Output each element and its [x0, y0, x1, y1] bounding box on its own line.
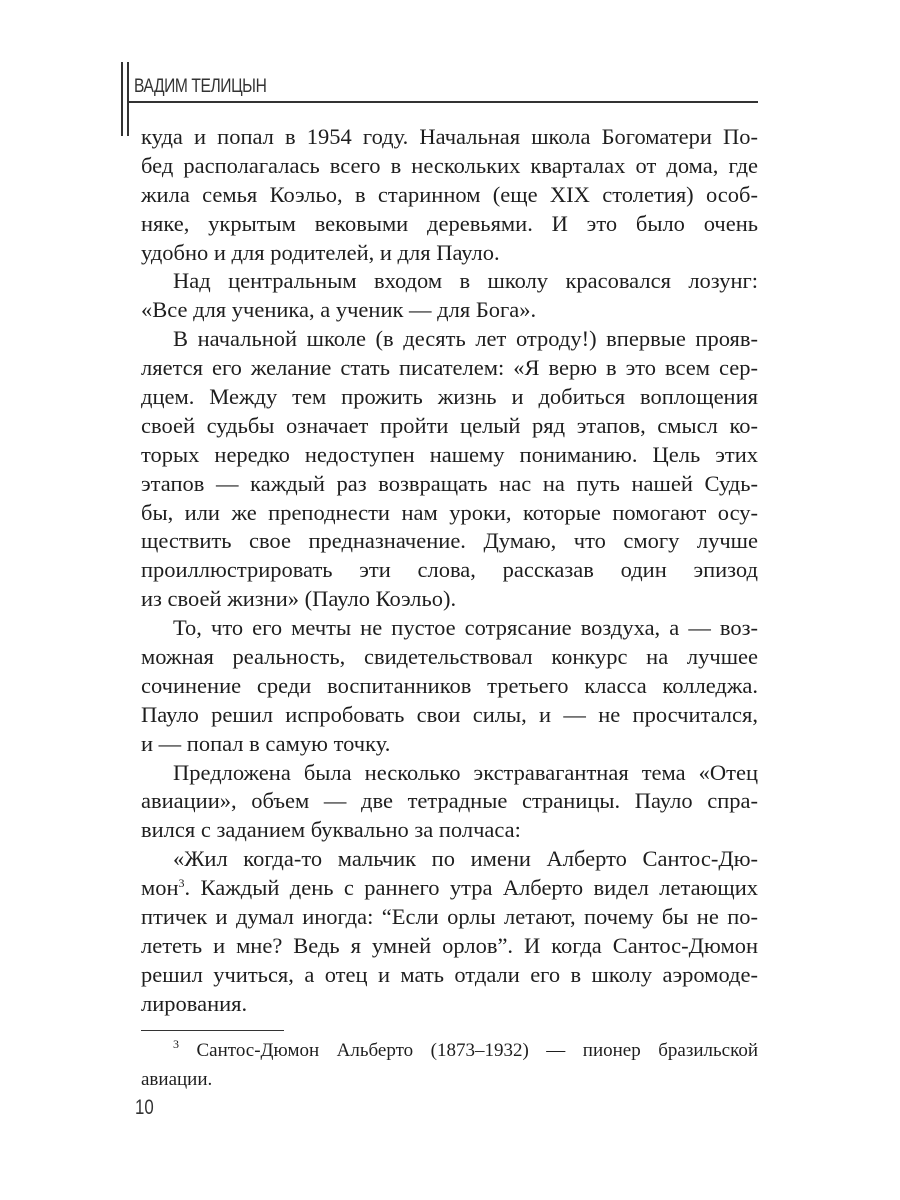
- text-line: ляется его желание стать писателем: «Я верю в это всем сер-: [141, 355, 758, 381]
- text-line: То, что его мечты не пустое сотрясание воздуха, а — воз-: [173, 615, 758, 641]
- text-line: вился с заданием буквально за полчаса:: [141, 817, 521, 843]
- footnote-reference: 3: [178, 876, 185, 891]
- text-line: и — попал в самую точку.: [141, 730, 391, 756]
- body-text: [141, 123, 758, 1019]
- text-line: торых нередко недоступен нашему пониманию. Цель этих: [141, 441, 758, 467]
- footnote-rule: [141, 1030, 284, 1031]
- text-line: можная реальность, свидетельствовал конкурс на лучшее: [141, 644, 758, 670]
- footnote-line: авиации.: [141, 1068, 213, 1090]
- text-line: этапов — каждый раз возвращать нас на путь нашей Судь-: [141, 470, 758, 496]
- text-segment: . Каждый день с раннего утра Алберто видел летающих: [184, 875, 758, 901]
- header-vertical-rule: [127, 62, 129, 136]
- text-line: куда и попал в 1954 году. Начальная школа Богоматери По-: [141, 124, 758, 149]
- footnote-line: [141, 1037, 758, 1066]
- text-line: удобно и для родителей, и для Пауло.: [141, 239, 500, 265]
- text-line: лирования.: [141, 990, 248, 1016]
- text-line: проиллюстрировать эти слова, рассказав один эпизод: [141, 557, 758, 583]
- text-line: Над центральным входом в школу красовался лозунг:: [173, 268, 758, 294]
- text-line: птичек и думал иногда: “Если орлы летают, почему бы не по-: [141, 904, 758, 930]
- header-rule: [127, 101, 758, 103]
- text-line: няке, укрытым вековыми деревьями. И это было очень: [141, 210, 758, 236]
- text-line: ществить свое предназначение. Думаю, что смогу лучше: [141, 528, 758, 554]
- text-line: [141, 874, 758, 903]
- text-line: дцем. Между тем прожить жизнь и добиться воплощения: [141, 384, 758, 410]
- footnote: [141, 1037, 758, 1095]
- text-line: сочинение среди воспитанников третьего класса колледжа.: [141, 672, 758, 698]
- text-line: бед располагалась всего в нескольких кварталах от дома, где: [141, 152, 758, 178]
- text-line: «Все для ученика, а ученик — для Бога».: [141, 297, 537, 323]
- text-line: бы, или же преподнести нам уроки, которые помогают осу-: [141, 499, 758, 525]
- text-line: Предложена была несколько экстравагантная тема «Отец: [173, 759, 758, 785]
- text-line: В начальной школе (в десять лет отроду!) впервые прояв-: [173, 326, 758, 352]
- text-line: лететь и мне? Ведь я умней орлов”. И когда Сантос-Дюмон: [141, 932, 758, 958]
- text-line: авиации», объем — две тетрадные страницы. Пауло спра-: [141, 788, 758, 814]
- text-line: Пауло решил испробовать свои силы, и — не просчитался,: [141, 701, 758, 727]
- text-line: своей судьбы означает пройти целый ряд этапов, смысл ко-: [141, 412, 758, 438]
- footnote-text: Сантос-Дюмон Альберто (1873–1932) — пионер бразильской: [196, 1040, 759, 1061]
- text-line: из своей жизни» (Пауло Коэльо).: [141, 586, 457, 612]
- text-line: решил учиться, а отец и мать отдали его в школу аэромоде-: [141, 961, 758, 987]
- text-line: жила семья Коэльо, в старинном (еще XIX столетия) особ-: [141, 181, 758, 207]
- page-number: 10: [135, 1096, 154, 1119]
- text-line: «Жил когда-то мальчик по имени Алберто Сантос-Дю-: [173, 846, 758, 872]
- text-segment: мон: [141, 875, 179, 901]
- running-header: ВАДИМ ТЕЛИЦЫН: [134, 76, 267, 97]
- header-vertical-rule: [121, 62, 123, 136]
- footnote-marker: 3: [173, 1037, 179, 1051]
